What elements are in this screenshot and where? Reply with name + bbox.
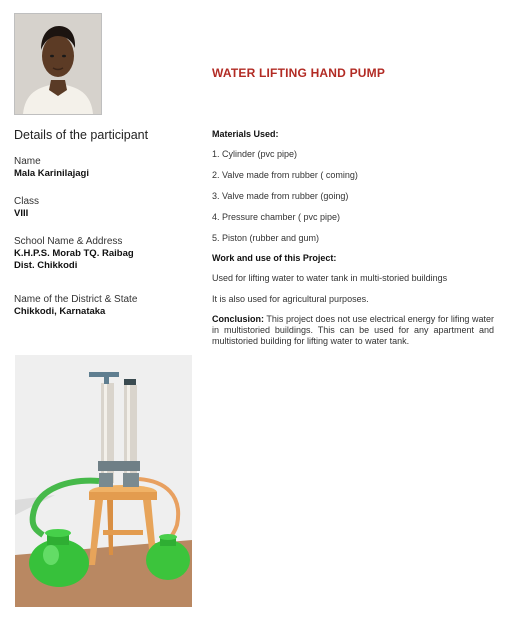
school-line1: K.H.P.S. Morab TQ. Raibag: [14, 248, 134, 259]
participant-photo: [14, 13, 102, 115]
details-heading: Details of the participant: [14, 128, 149, 142]
project-photo: [15, 355, 192, 607]
class-value: VIII: [14, 208, 29, 219]
name-group: [14, 156, 199, 180]
material-item: 2. Valve made from rubber ( coming): [212, 170, 358, 180]
participant-portrait: [15, 14, 101, 114]
school-line2: Dist. Chikkodi: [14, 260, 78, 271]
class-group: [14, 196, 199, 220]
school-group: [14, 236, 199, 272]
district-group: [14, 294, 199, 318]
project-description: [212, 129, 494, 347]
name-value: Mala Karinilajagi: [14, 168, 89, 179]
materials-heading: Materials Used:: [212, 129, 279, 139]
hand-pump-illustration: [15, 355, 192, 607]
district-label: Name of the District & State: [14, 294, 138, 305]
material-item: 3. Valve made from rubber (going): [212, 191, 349, 201]
class-label: Class: [14, 196, 40, 207]
material-item: 4. Pressure chamber ( pvc pipe): [212, 212, 341, 222]
work-line1: Used for lifting water to water tank in multi-storied buildings: [212, 273, 448, 283]
name-label: Name: [14, 156, 41, 167]
project-title: WATER LIFTING HAND PUMP: [212, 66, 386, 80]
conclusion-text: This project does not use electrical energy for lifing water in multistoried buildings. This can be used for any apartment and multistoried building for lifting water to water tank.: [212, 314, 494, 346]
participant-details: [14, 128, 199, 334]
conclusion-paragraph: [212, 314, 494, 347]
material-item: 5. Piston (rubber and gum): [212, 233, 320, 243]
work-line2: It is also used for agricultural purposes.: [212, 294, 369, 304]
district-value: Chikkodi, Karnataka: [14, 306, 106, 317]
school-label: School Name & Address: [14, 236, 123, 247]
work-heading: Work and use of this Project:: [212, 253, 337, 263]
conclusion-label: Conclusion:: [212, 314, 264, 324]
material-item: 1. Cylinder (pvc pipe): [212, 149, 298, 159]
